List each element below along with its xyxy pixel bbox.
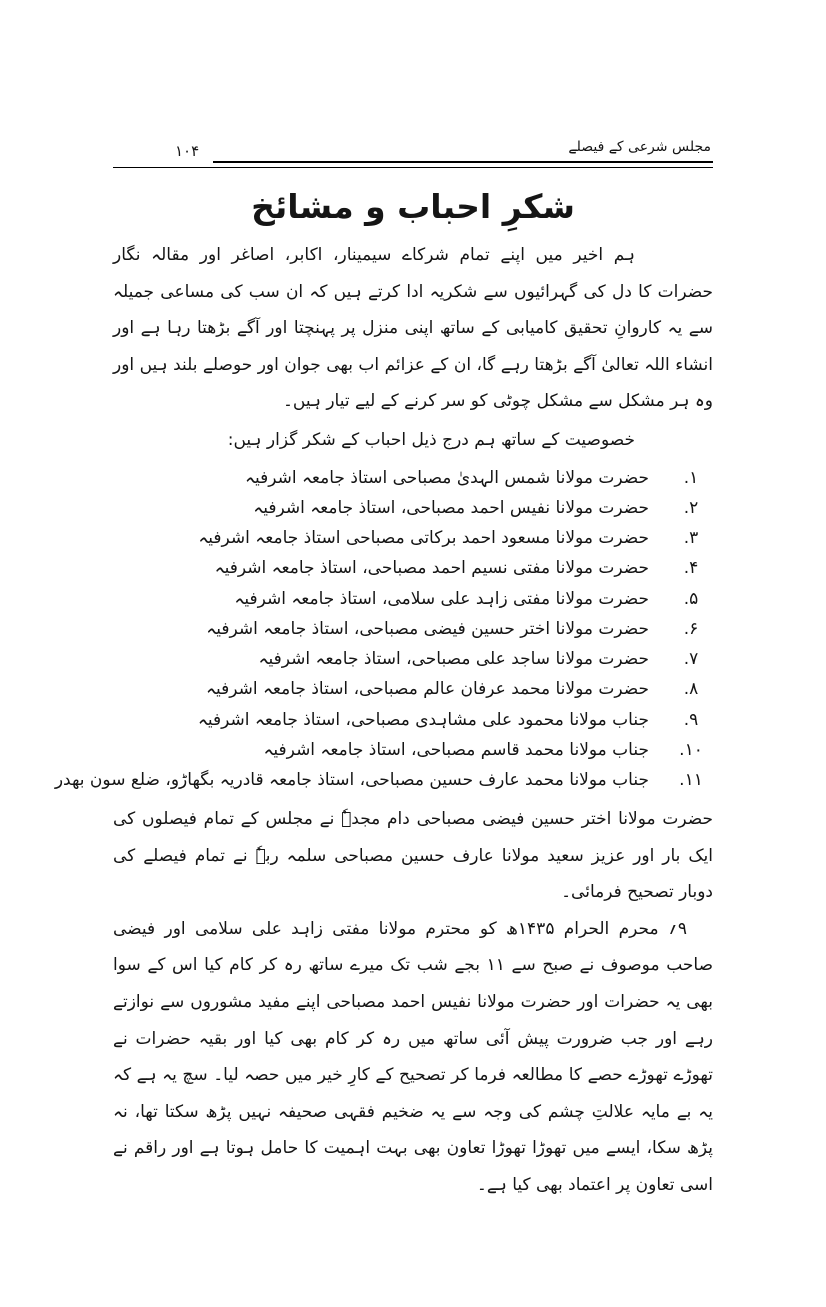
list-item-text: حضرت مولانا محمد عرفان عالم مصباحی، استاذ جامعہ اشرفیہ: [205, 679, 649, 700]
list-item: [113, 614, 705, 644]
list-item: [113, 584, 705, 614]
list-item-number: ۲.: [683, 497, 699, 518]
header-rule-bottom: [113, 167, 713, 168]
list-item-text: حضرت مولانا ساجد علی مصباحی، استاذ جامعہ اشرفیہ: [258, 649, 649, 670]
list-item-number: ۶.: [683, 618, 699, 639]
list-item-number: ۸.: [683, 679, 699, 700]
running-header: [113, 138, 713, 172]
list-item-number: ۱.: [683, 467, 699, 488]
list-intro: خصوصیت کے ساتھ ہم درج ذیل احباب کے شکر گزار ہیں:: [227, 429, 635, 450]
thanks-list: [54, 463, 713, 796]
header-rule-top: [213, 161, 713, 163]
list-item: [113, 644, 705, 674]
list-item-number: ۵.: [683, 588, 699, 609]
cooperation-paragraph: ۹؍ محرم الحرام ۱۴۳۵ھ کو محترم مولانا مفتی زاہد علی سلامی اور فیضی صاحب موصوف نے صبح سے ۱۱ بجے شب تک میرے ساتھ رہ کر کام کیا اس کے سوا بھی یہ حضرات اور حضرت مولانا نفیس احمد مصباحی اپنے مفید مشوروں سے نوازتے رہے اور جب ضرورت پیش آئی ساتھ میں رہ کر کام بھی کیا اور بقیہ حضرات نے تھوڑے تھوڑے حصے کا مطالعہ فرما کر تصحیح کے کارِ خیر میں حصہ لیا۔ سچ یہ ہے کہ یہ بے مایہ علالتِ چشم کی وجہ سے یہ ضخیم فقہی صحیفہ نہیں پڑھ سکتا تھا، نہ پڑھ سکا، ایسے میں تھوڑا تھوڑا تعاون بھی بہت اہمیت کا حامل ہوتا ہے اور راقم نے اسی تعاون پر اعتماد بھی کیا ہے۔: [113, 918, 714, 1195]
list-item: [113, 463, 705, 493]
list-item: [113, 705, 705, 735]
list-item-number: ۷.: [683, 649, 699, 670]
running-header-book-title: مجلس شرعی کے فیصلے: [568, 139, 711, 155]
correction-paragraph: حضرت مولانا اختر حسین فیضی مصباحی دام مجدہٗ نے مجلس کے تمام فیصلوں کی ایک بار اور عزیز سعید مولانا عارف حسین مصباحی سلمہ ربہٗ نے تمام فیصلے کی دوبار تصحیح فرمائی۔: [113, 809, 713, 903]
list-item-number: ۴.: [683, 558, 699, 579]
list-item-number: ۳.: [683, 528, 699, 549]
list-item-number: ۹.: [683, 709, 699, 730]
intro-paragraph: ہم اخیر میں اپنے تمام شرکاے سیمینار، اکابر، اصاغر اور مقالہ نگار حضرات کا دل کی گہرائیوں سے شکریہ ادا کرتے ہیں کہ ان سب کی مساعی جمیلہ سے یہ کاروانِ تحقیق کامیابی کے ساتھ اپنی منزل پر پہنچتا اور آگے بڑھتا رہا ہے اور انشاء اللہ تعالیٰ آگے بڑھتا رہے گا، ان کے عزائم اب بھی جوان اور حوصلے بلند ہیں اور وہ ہر مشکل سے مشکل چوٹی کو سر کرنے کے لیے تیار ہیں۔: [113, 245, 713, 412]
list-item-number: ۱۰.: [679, 739, 703, 760]
list-item-text: حضرت مولانا مفتی زاہد علی سلامی، استاذ جامعہ اشرفیہ: [234, 588, 649, 609]
list-item: [113, 674, 705, 704]
list-item-text: جناب مولانا محمد عارف حسین مصباحی، استاذ جامعہ قادریہ بگھاڑو، ضلع سون بھدر: [54, 770, 649, 791]
list-item-text: حضرت مولانا مفتی نسیم احمد مصباحی، استاذ جامعہ اشرفیہ: [214, 558, 649, 579]
list-item-number: ۱۱.: [679, 770, 703, 791]
list-item: [113, 523, 705, 553]
list-item: [113, 735, 705, 765]
list-item: [113, 493, 705, 523]
book-page: [0, 138, 826, 1307]
list-item-text: حضرت مولانا شمس الہدیٰ مصباحی استاذ جامعہ اشرفیہ: [245, 467, 649, 488]
page-number: ۱۰۴: [175, 142, 200, 160]
chapter-title: شکرِ احباب و مشائخ: [251, 187, 575, 226]
list-item: [54, 765, 705, 795]
list-item-text: حضرت مولانا نفیس احمد مصباحی، استاذ جامعہ اشرفیہ: [253, 497, 649, 518]
list-item: [113, 553, 705, 583]
list-item-text: حضرت مولانا اختر حسین فیضی مصباحی، استاذ جامعہ اشرفیہ: [206, 618, 649, 639]
list-item-text: جناب مولانا محمد قاسم مصباحی، استاذ جامعہ اشرفیہ: [263, 739, 649, 760]
list-item-text: جناب مولانا محمود علی مشاہدی مصباحی، استاذ جامعہ اشرفیہ: [197, 709, 649, 730]
list-item-text: حضرت مولانا مسعود احمد برکاتی مصباحی استاذ جامعہ اشرفیہ: [198, 528, 649, 549]
